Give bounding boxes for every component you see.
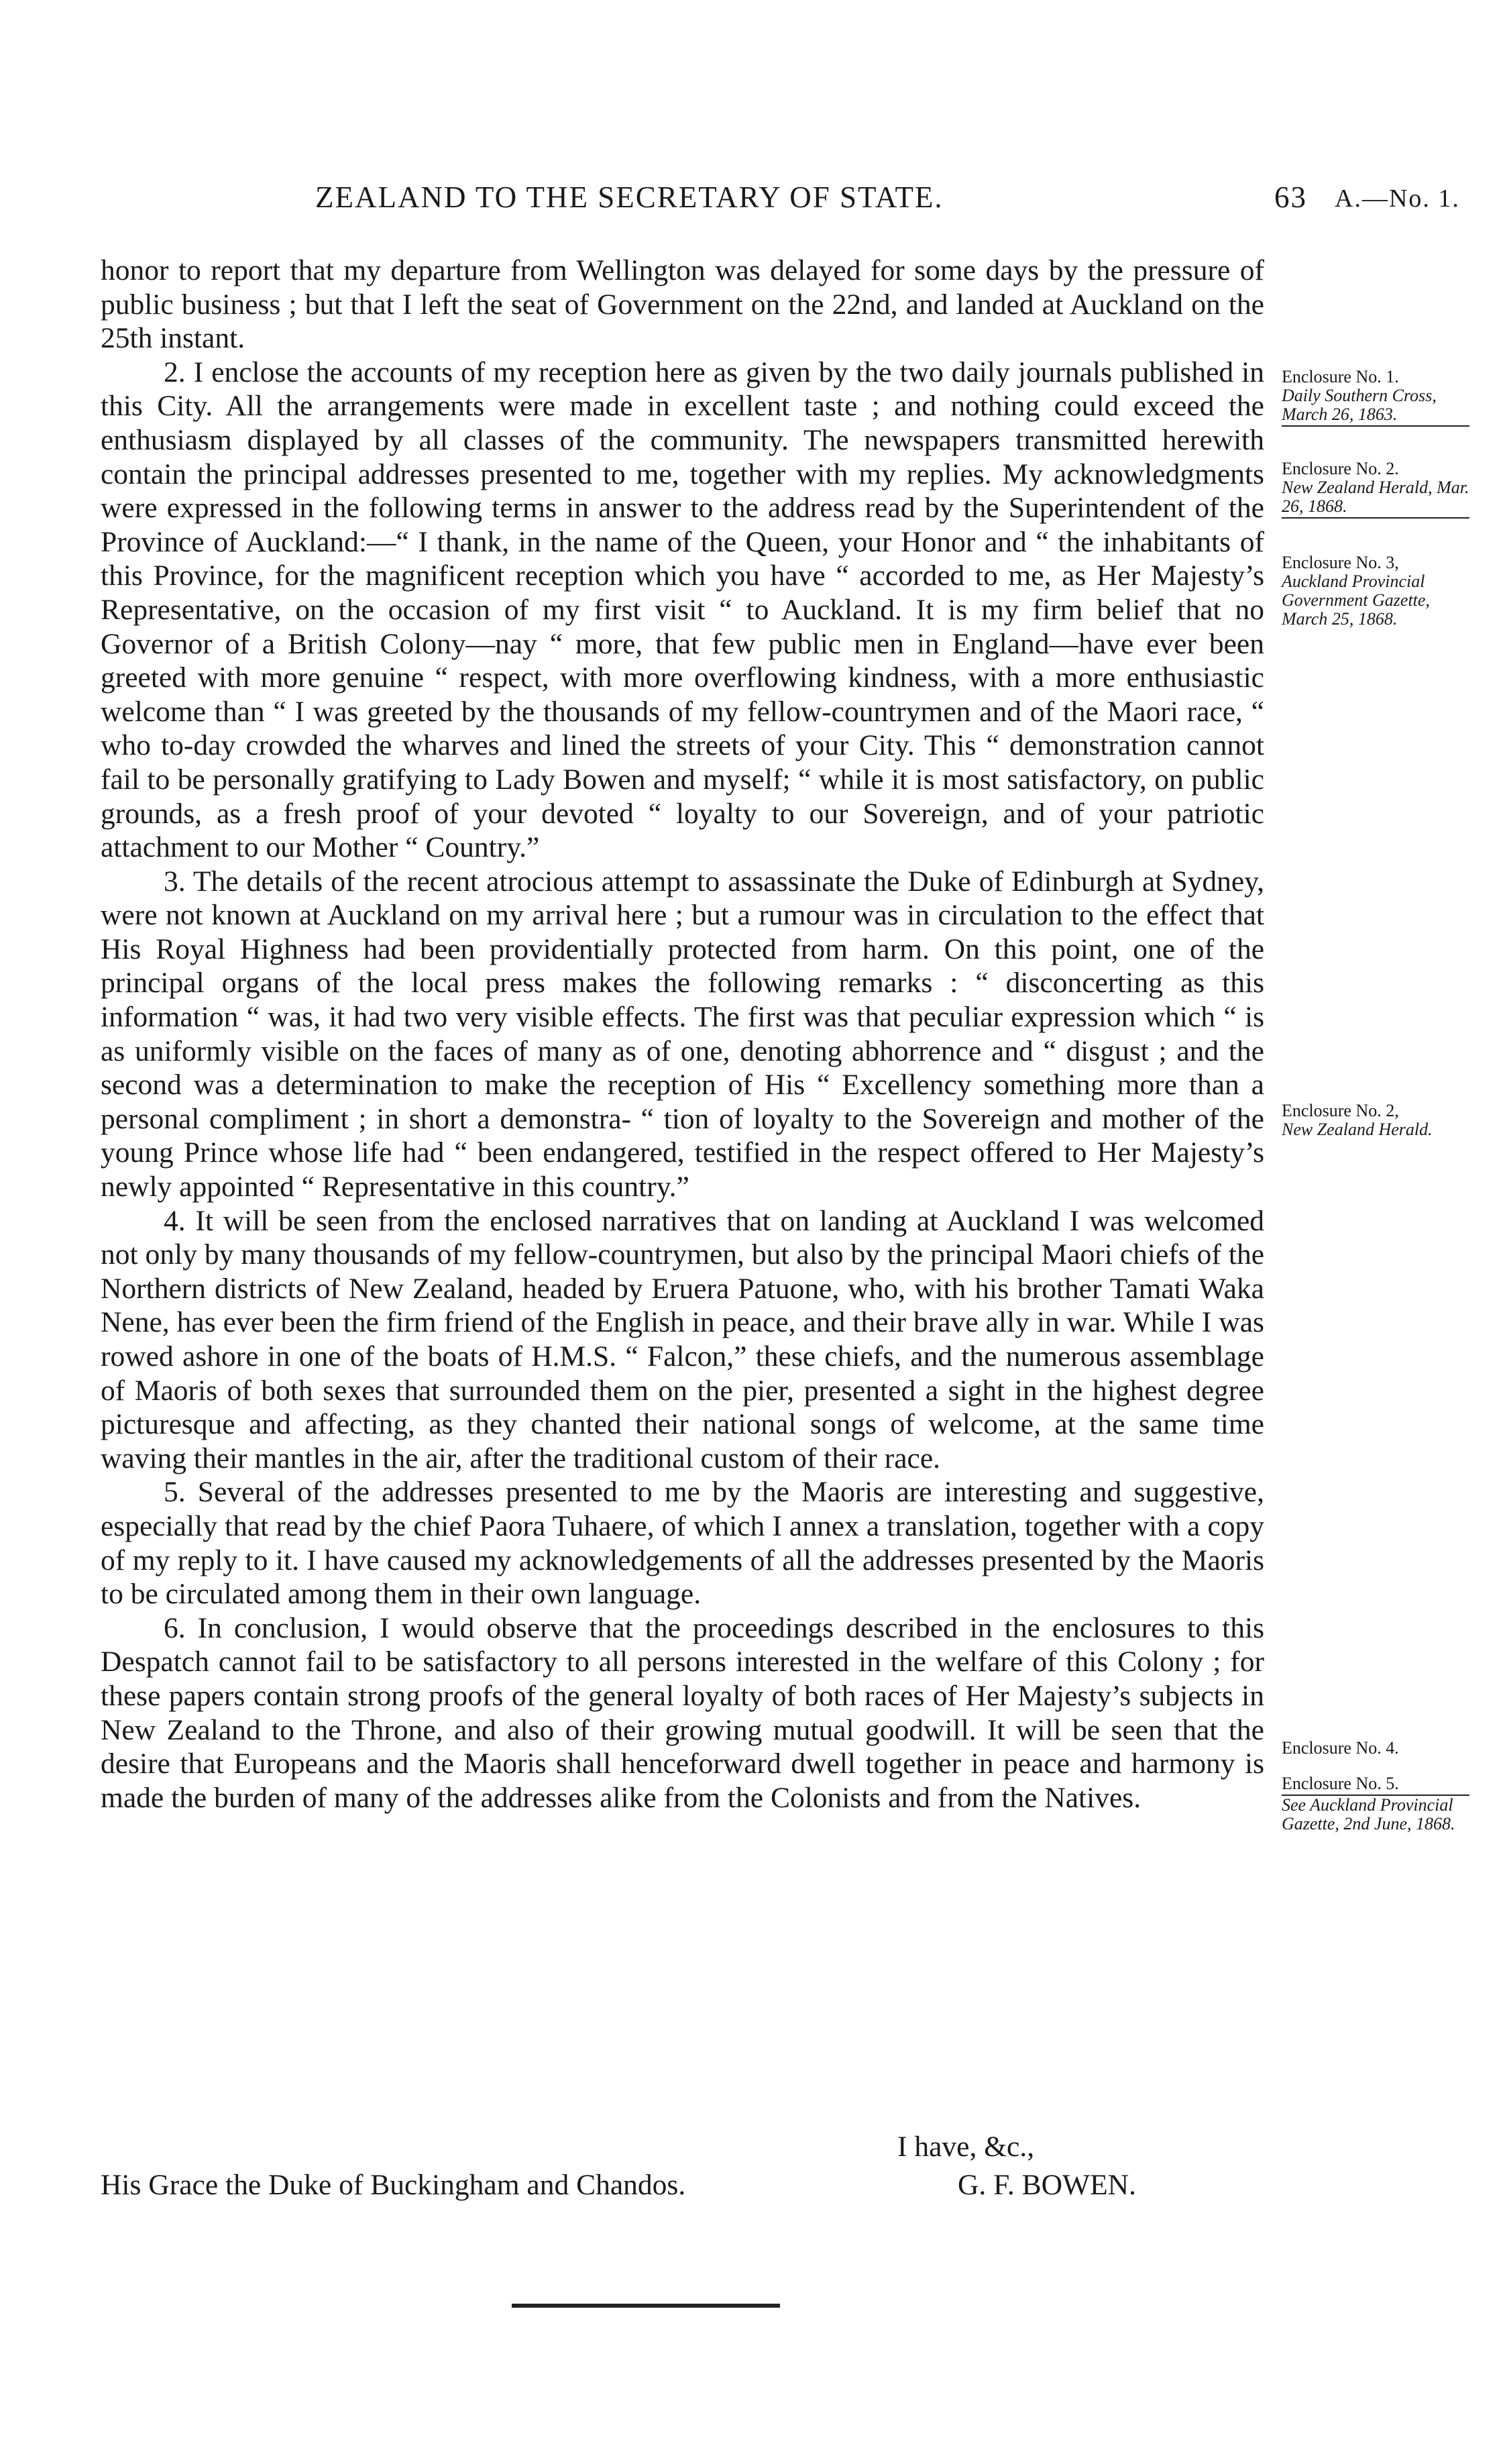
paragraph-5: 5. Several of the addresses presented to me by the Maoris are interesting and suggestive, especially that read by the chief Paora Tuhaere, of which I annex a translation, together with a copy of my reply to it. I have caused my acknowledgements of all the addresses presented by the Maoris to be circulated among them in their own language. [101, 1476, 1264, 1611]
signature: G. F. BOWEN. [958, 2169, 1136, 2201]
marginal-note-head: Enclosure No. 4. [1282, 1738, 1399, 1758]
addressee: His Grace the Duke of Buckingham and Chandos. [101, 2169, 686, 2201]
marginal-note-head: Enclosure No. 3, [1282, 553, 1399, 572]
paragraph-4: 4. It will be seen from the enclosed narratives that on landing at Auckland I was welcomed not only by many thousands of my fellow-countrymen, but also by the principal Maori chiefs of the Northern districts of New Zealand, headed by Eruera Patuone, who, with his brother Tamati Waka Nene, has ever been the firm friend of the English in peace, and their brave ally in war. While I was rowed ashore in one of the boats of H.M.S. “ Falcon,” these chiefs, and the numerous assemblage of Maoris of both sexes that surrounded them on the pier, presented a sight in the highest degree picturesque and affecting, as they chanted their national songs of welcome, at the same time waving their mantles in the air, after the traditional custom of their race. [101, 1204, 1264, 1475]
marginal-note-head: Enclosure No. 5. [1282, 1774, 1469, 1796]
page-header [268, 180, 1462, 220]
marginal-note-detail: New Zealand Herald, Mar. 26, 1868. [1282, 478, 1469, 519]
marginal-note-3 [1282, 553, 1469, 629]
marginal-note-2 [1282, 460, 1469, 519]
closing-rule [512, 2304, 780, 2308]
paragraph-1: honor to report that my departure from Wellington was delayed for some days by the pressure of public business ; but that I left the seat of Government on the 22nd, and landed at Auckland on the 25th instant. [101, 254, 1264, 355]
paragraph-3: 3. The details of the recent atrocious attempt to assassinate the Duke of Edinburgh at Sydney, were not known at Auckland on my arrival here ; but a rumour was in circulation to the effect that His Royal Highness had been providentially protected from harm. On this point, one of the principal organs of the local press makes the following remarks : “ disconcerting as this information “ was, it had two very visible effects. The first was that peculiar expression which “ is as uniformly visible on the faces of many as of one, denoting abhorrence and “ disgust ; and the second was a determination to make the reception of His “ Excellency something more than a personal compliment ; in short a demonstra- “ tion of loyalty to the Sovereign and mother of the young Prince whose life had “ been endangered, testified in the respect offered to Her Majesty’s newly appointed “ Representative in this country.” [101, 865, 1264, 1203]
paragraph-2: 2. I enclose the accounts of my reception here as given by the two daily journals published in this City. All the arrangements were made in excellent taste ; and nothing could exceed the enthusiasm displayed by all classes of the community. The newspapers transmitted herewith contain the principal addresses presented to me, together with my replies. My acknowledgments were expressed in the following terms in answer to the address read by the Superintendent of the Province of Auckland:—“ I thank, in the name of the Queen, your Honor and “ the inhabitants of this Province, for the magnificent reception which you have “ accorded to me, as Her Majesty’s Representative, on the occasion of my first visit “ to Auckland. It is my firm belief that no Governor of a British Colony—nay “ more, that few public men in England—have ever been greeted with more genuine “ respect, with more overflowing kindness, with a more enthusiastic welcome than “ I was greeted by the thousands of my fellow-countrymen and of the Maori race, “ who to-day crowded the wharves and lined the streets of your City. This “ demonstration cannot fail to be personally gratifying to Lady Bowen and myself; “ while it is most satisfactory, on public grounds, as a fresh proof of your devoted “ loyalty to our Sovereign, and of your patriotic attachment to our Mother “ Country.” [101, 356, 1264, 864]
marginal-note-4 [1282, 1102, 1469, 1139]
document-reference: A.—No. 1. [1335, 184, 1460, 213]
marginal-note-detail: Auckland Provincial Government Gazette, March 25, 1868. [1282, 572, 1430, 629]
paragraph-6: 6. In conclusion, I would observe that the proceedings described in the enclosures to this Despatch cannot fail to be satisfactory to all persons interested in the welfare of this Colony ; for these papers contain strong proofs of the general loyalty of both races of Her Majesty’s subjects in New Zealand to the Throne, and also of their growing mutual goodwill. It will be seen that the desire that Europeans and the Maoris shall henceforward dwell together in peace and harmony is made the burden of many of the addresses alike from the Colonists and from the Natives. [101, 1611, 1264, 1814]
marginal-note-detail: Daily Southern Cross, March 26, 1863. [1282, 386, 1469, 427]
letter-body [101, 254, 1264, 1815]
marginal-note-detail: See Auckland Provincial Gazette, 2nd June, 1868. [1282, 1795, 1455, 1833]
marginal-note-head: Enclosure No. 2, [1282, 1101, 1399, 1120]
marginal-note-5 [1282, 1739, 1469, 1758]
marginal-note-head: Enclosure No. 2. [1282, 459, 1399, 478]
marginal-note-6 [1282, 1774, 1469, 1833]
marginal-note-detail: New Zealand Herald. [1282, 1120, 1433, 1139]
marginal-note-1 [1282, 368, 1469, 427]
running-title: ZEALAND TO THE SECRETARY OF STATE. [315, 180, 944, 214]
page-number: 63 [1274, 180, 1307, 214]
marginal-note-head: Enclosure No. 1. [1282, 367, 1399, 386]
closing-salutation: I have, &c., [897, 2131, 1035, 2163]
